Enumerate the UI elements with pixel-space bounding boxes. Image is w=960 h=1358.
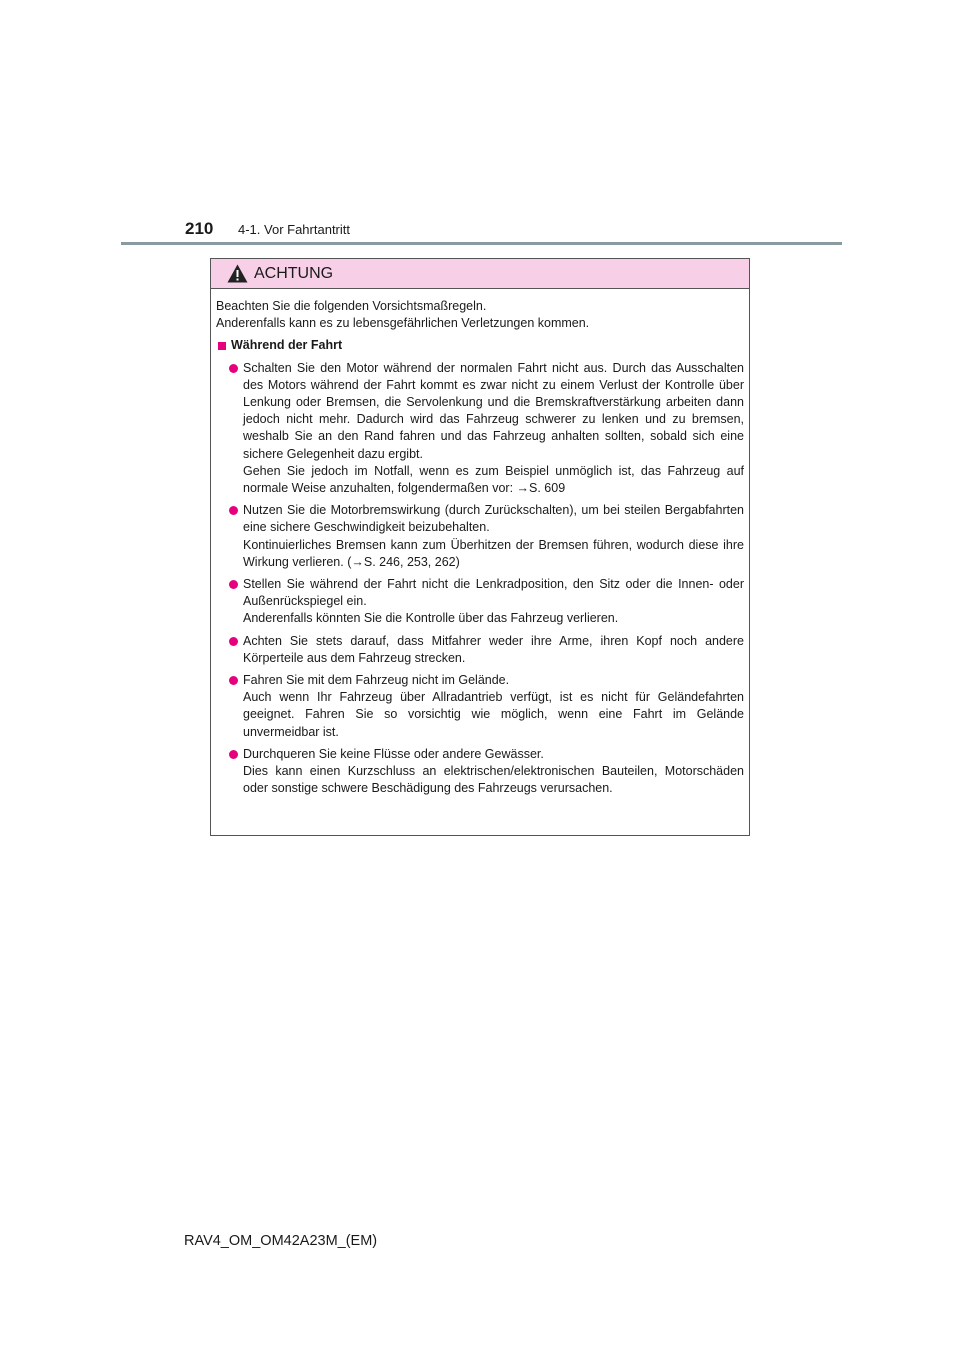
bullet-dot-icon <box>229 364 238 373</box>
intro-line: Beachten Sie die folgenden Vorsichtsmaßregeln. <box>216 299 487 313</box>
warning-bullet <box>216 502 744 571</box>
bullet-paragraph: Stellen Sie während der Fahrt nicht die Lenkradposition, den Sitz oder die Innen- oder Außenrückspiegel ein. <box>243 577 744 609</box>
bullet-paragraph: Dies kann einen Kurzschluss an elektrischen/elektronischen Bauteilen, Motorschäden oder sonstige schwere Beschädigung des Fahrzeugs verursachen. <box>243 764 744 796</box>
bullet-paragraph: Fahren Sie mit dem Fahrzeug nicht im Gelände. <box>243 673 510 688</box>
header-divider <box>121 242 842 245</box>
warning-box <box>210 258 750 836</box>
bullet-paragraph: Nutzen Sie die Motorbremswirkung (durch Zurückschalten), um bei steilen Bergabfahrten eine sichere Geschwindigkeit beizubehalten. <box>243 503 744 535</box>
bullet-dot-icon <box>229 506 238 515</box>
bullet-paragraph: Achten Sie stets darauf, dass Mitfahrer weder ihre Arme, ihren Kopf noch andere Körperteile aus dem Fahrzeug strecken. <box>243 633 744 665</box>
bullet-paragraph: Durchqueren Sie keine Flüsse oder andere Gewässer. <box>243 746 544 761</box>
section-title: 4-1. Vor Fahrtantritt <box>238 222 350 237</box>
bullet-paragraph: Schalten Sie den Motor während der normalen Fahrt nicht aus. Durch das Ausschalten des Motors während der Fahrt kommt es zwar nicht zu einem Verlust der Kontrolle über Lenkung oder Bremsen, die Servolenkung und die Bremskraftverstärkung arbeiten dann jedoch nicht mehr. Dadurch wird das Fahrzeug schwerer zu lenken und zu bremsen, weshalb Sie an den Rand fahren und das Fahrzeug anhalten sollten, sobald sich eine sichere Gelegenheit dazu ergibt. <box>243 360 744 461</box>
bullet-dot-icon <box>229 676 238 685</box>
section-heading-text: Während der Fahrt <box>231 338 343 353</box>
bullet-paragraph: Gehen Sie jedoch im Notfall, wenn es zum Beispiel unmöglich ist, das Fahrzeug auf normale Weise anzuhalten, folgendermaßen vor: →S. 609 <box>243 463 744 496</box>
bullet-paragraph: Kontinuierliches Bremsen kann zum Überhitzen der Bremsen führen, wodurch diese ihre Wirkung verlieren. (→S. 246, 253, 262) <box>243 537 744 569</box>
warning-intro <box>216 298 744 332</box>
warning-bullet <box>216 672 744 741</box>
document-code: RAV4_OM_OM42A23M_(EM) <box>184 1233 378 1249</box>
bullet-dot-icon <box>229 580 238 589</box>
warning-body <box>211 289 749 797</box>
warning-bullet <box>216 576 744 628</box>
bullet-dot-icon <box>229 637 238 646</box>
warning-bullet <box>216 360 744 498</box>
warning-header <box>211 259 749 289</box>
bullet-paragraph: Anderenfalls könnten Sie die Kontrolle über das Fahrzeug verlieren. <box>243 611 619 626</box>
square-bullet-icon <box>218 342 226 350</box>
warning-bullet <box>216 746 744 798</box>
warning-title: ACHTUNG <box>254 264 334 282</box>
section-heading <box>216 337 744 354</box>
bullet-paragraph: Auch wenn Ihr Fahrzeug über Allradantrieb verfügt, ist es nicht für Geländefahrten geeignet. Fahren Sie so vorsichtig wie möglich, wenn eine Fahrt im Gelände unvermeidbar ist. <box>243 690 744 739</box>
bullet-dot-icon <box>229 750 238 759</box>
page-number: 210 <box>185 219 214 238</box>
warning-bullet <box>216 633 744 667</box>
warning-triangle-icon <box>227 264 248 283</box>
intro-line: Anderenfalls kann es zu lebensgefährlichen Verletzungen kommen. <box>216 316 590 331</box>
